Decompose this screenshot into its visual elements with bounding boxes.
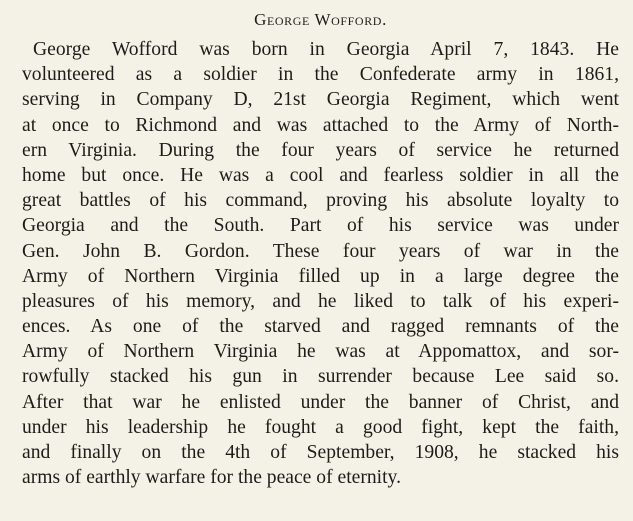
body-line: at once to Richmond and was attached to the Army of North- [22,114,619,136]
article-title: George Wofford. [254,10,387,29]
body-line: Army of Northern Virginia he was at Appomattox, and sor- [22,341,619,363]
body-line: Gen. John B. Gordon. These four years of war in the [22,240,619,262]
body-line: volunteered as a soldier in the Confederate army in 1861, [22,64,619,86]
body-line: and finally on the 4th of September, 1908, he stacked his [22,442,619,463]
body-line: Georgia and the South. Part of his service was under [22,215,619,237]
body-line: arms of earthly warfare for the peace of eternity. [22,467,401,489]
body-line: rowfully stacked his gun in surrender because Lee said so. [22,366,619,388]
body-line: ences. As one of the starved and ragged remnants of the [22,316,619,338]
body-line: great battles of his command, proving his absolute loyalty to [22,190,619,212]
body-line: home but once. He was a cool and fearless soldier in all the [22,164,619,186]
body-line: George Wofford was born in Georgia April 7, 1843. He [33,39,619,60]
body-line: serving in Company D, 21st Georgia Regiment, which went [22,89,619,111]
article-body [22,37,619,490]
body-line: After that war he enlisted under the banner of Christ, and [22,391,619,413]
body-line: pleasures of his memory, and he liked to talk of his experi- [22,290,619,312]
body-line: Army of Northern Virginia filled up in a large degree the [22,265,619,287]
body-line: under his leadership he fought a good fight, kept the faith, [22,416,619,438]
body-line: ern Virginia. During the four years of service he returned [22,139,619,161]
